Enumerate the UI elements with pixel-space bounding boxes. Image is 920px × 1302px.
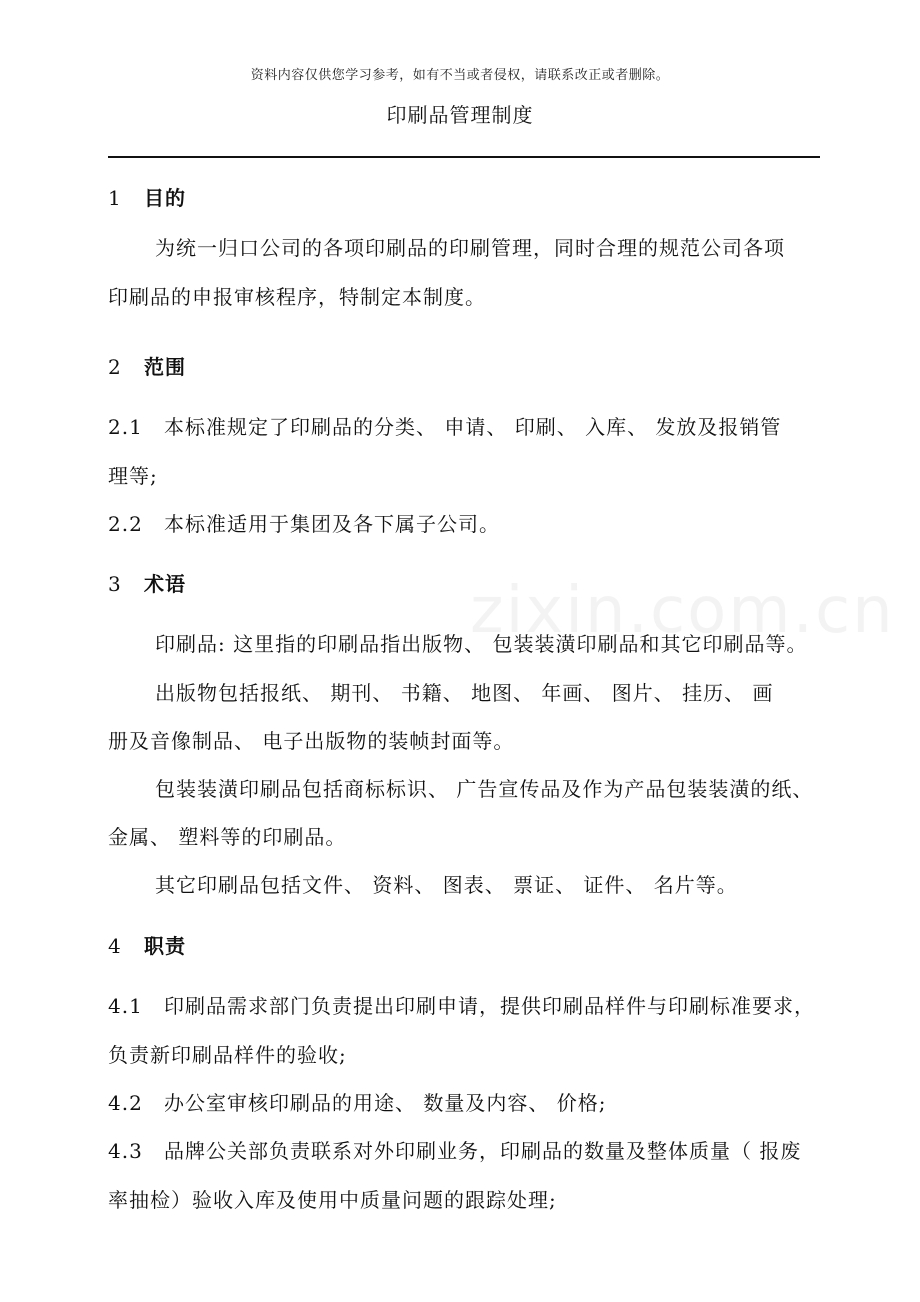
section-title: 术语 <box>144 572 186 596</box>
section-title: 职责 <box>144 934 186 958</box>
paragraph-line: 出版物包括报纸、 期刊、 书籍、 地图、 年画、 图片、 挂历、 画 <box>155 681 774 705</box>
clause-text: 本标准适用于集团及各下属子公司。 <box>164 512 500 536</box>
paragraph-line: 金属、 塑料等的印刷品。 <box>108 825 347 849</box>
section-heading-terms <box>108 571 853 597</box>
clause-text: 办公室审核印刷品的用途、 数量及内容、 价格; <box>164 1091 607 1115</box>
section-number: 3 <box>108 572 122 596</box>
section-heading-purpose <box>108 185 853 211</box>
paragraph-line: 印刷品的申报审核程序，特制定本制度。 <box>108 285 486 309</box>
clause-2-2 <box>108 511 853 537</box>
clause-4-2 <box>108 1090 853 1116</box>
clause-number: 2.1 <box>108 415 143 439</box>
clause-continuation: 理等; <box>108 464 158 488</box>
clause-number: 4.2 <box>108 1091 143 1115</box>
clause-continuation: 负责新印刷品样件的验收; <box>108 1043 347 1067</box>
section-number: 2 <box>108 355 122 379</box>
clause-continuation: 率抽检）验收入库及使用中质量问题的跟踪处理; <box>108 1188 557 1212</box>
section-heading-duties <box>108 933 853 959</box>
clause-text: 本标准规定了印刷品的分类、 申请、 印刷、 入库、 发放及报销管 <box>164 415 782 439</box>
section-title: 范围 <box>144 355 186 379</box>
clause-text: 印刷品需求部门负责提出印刷申请，提供印刷品样件与印刷标准要求， <box>164 994 815 1018</box>
paragraph-line: 其它印刷品包括文件、 资料、 图表、 票证、 证件、 名片等。 <box>155 873 738 897</box>
paragraph-line: 印刷品: 这里指的印刷品指出版物、 包装装潢印刷品和其它印刷品等。 <box>155 632 808 656</box>
clause-number: 2.2 <box>108 512 143 536</box>
paragraph-line: 包装装潢印刷品包括商标标识、 广告宣传品及作为产品包装装潢的纸、 <box>155 777 814 801</box>
paragraph-line: 为统一归口公司的各项印刷品的印刷管理，同时合理的规范公司各项 <box>155 236 785 260</box>
clause-4-1 <box>108 993 853 1019</box>
document-title: 印刷品管理制度 <box>386 103 534 127</box>
section-number: 4 <box>108 934 122 958</box>
section-heading-scope <box>108 354 853 380</box>
clause-text: 品牌公关部负责联系对外印刷业务，印刷品的数量及整体质量（ 报废 <box>164 1139 802 1163</box>
clause-number: 4.1 <box>108 994 143 1018</box>
disclaimer-notice: 资料内容仅供您学习参考，如有不当或者侵权，请联系改正或者删除。 <box>250 68 670 83</box>
clause-number: 4.3 <box>108 1139 143 1163</box>
clause-2-1 <box>108 414 853 440</box>
paragraph-line: 册及音像制品、 电子出版物的装帧封面等。 <box>108 729 515 753</box>
clause-4-3 <box>108 1138 853 1164</box>
section-title: 目的 <box>144 186 186 210</box>
title-divider <box>108 156 820 158</box>
section-number: 1 <box>108 186 122 210</box>
